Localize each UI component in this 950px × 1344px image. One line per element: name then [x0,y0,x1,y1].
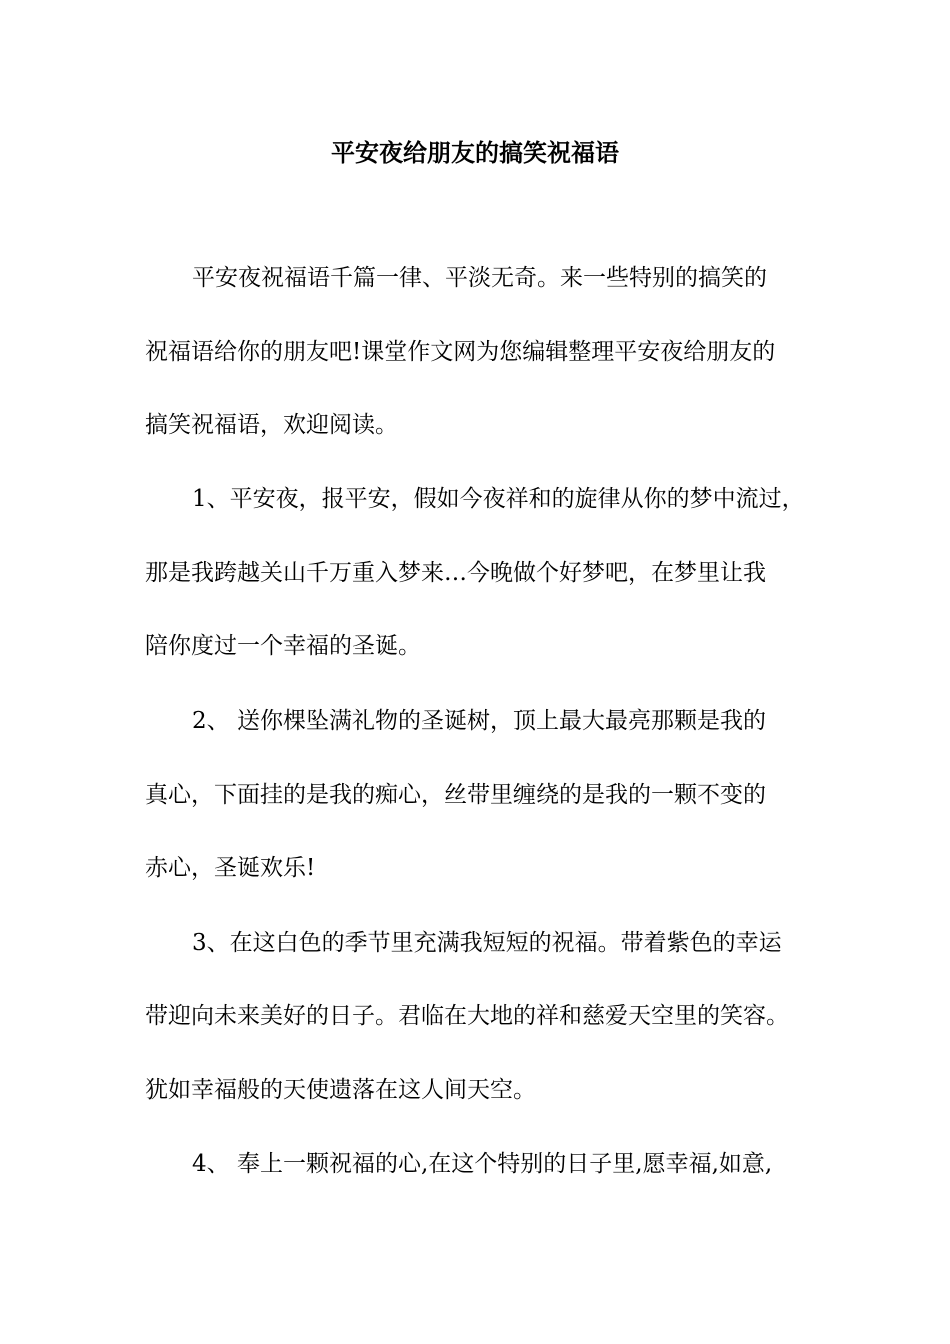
paragraph-intro-line-3: 搞笑祝福语，欢迎阅读。 [145,412,398,438]
paragraph-item-2-line-2: 真心，下面挂的是我的痴心，丝带里缠绕的是我的一颗不变的 [145,782,766,808]
paragraph-item-1-line-1: 1、平安夜，报平安，假如今夜祥和的旋律从你的梦中流过， [192,486,805,512]
paragraph-item-3-line-2: 带迎向未来美好的日子。君临在大地的祥和慈爱天空里的笑容。 [145,1003,789,1029]
paragraph-item-3-line-3: 犹如幸福般的天使遗落在这人间天空。 [145,1077,536,1103]
paragraph-item-4-line-1: 4、 奉上一颗祝福的心,在这个特别的日子里,愿幸福,如意, [192,1151,773,1177]
paragraph-item-2-line-3: 赤心，圣诞欢乐! [145,855,316,881]
document-title: 平安夜给朋友的搞笑祝福语 [331,139,619,167]
paragraph-intro-line-1: 平安夜祝福语千篇一律、平淡无奇。来一些特别的搞笑的 [192,265,767,291]
paragraph-item-1-line-3: 陪你度过一个幸福的圣诞。 [145,633,421,659]
paragraph-intro-line-2: 祝福语给你的朋友吧!课堂作文网为您编辑整理平安夜给朋友的 [145,339,776,365]
paragraph-item-3-line-1: 3、在这白色的季节里充满我短短的祝福。带着紫色的幸运 [192,930,782,956]
paragraph-item-1-line-2: 那是我跨越关山千万重入梦来…今晚做个好梦吧，在梦里让我 [145,560,766,586]
paragraph-item-2-line-1: 2、 送你棵坠满礼物的圣诞树，顶上最大最亮那颗是我的 [192,708,766,734]
